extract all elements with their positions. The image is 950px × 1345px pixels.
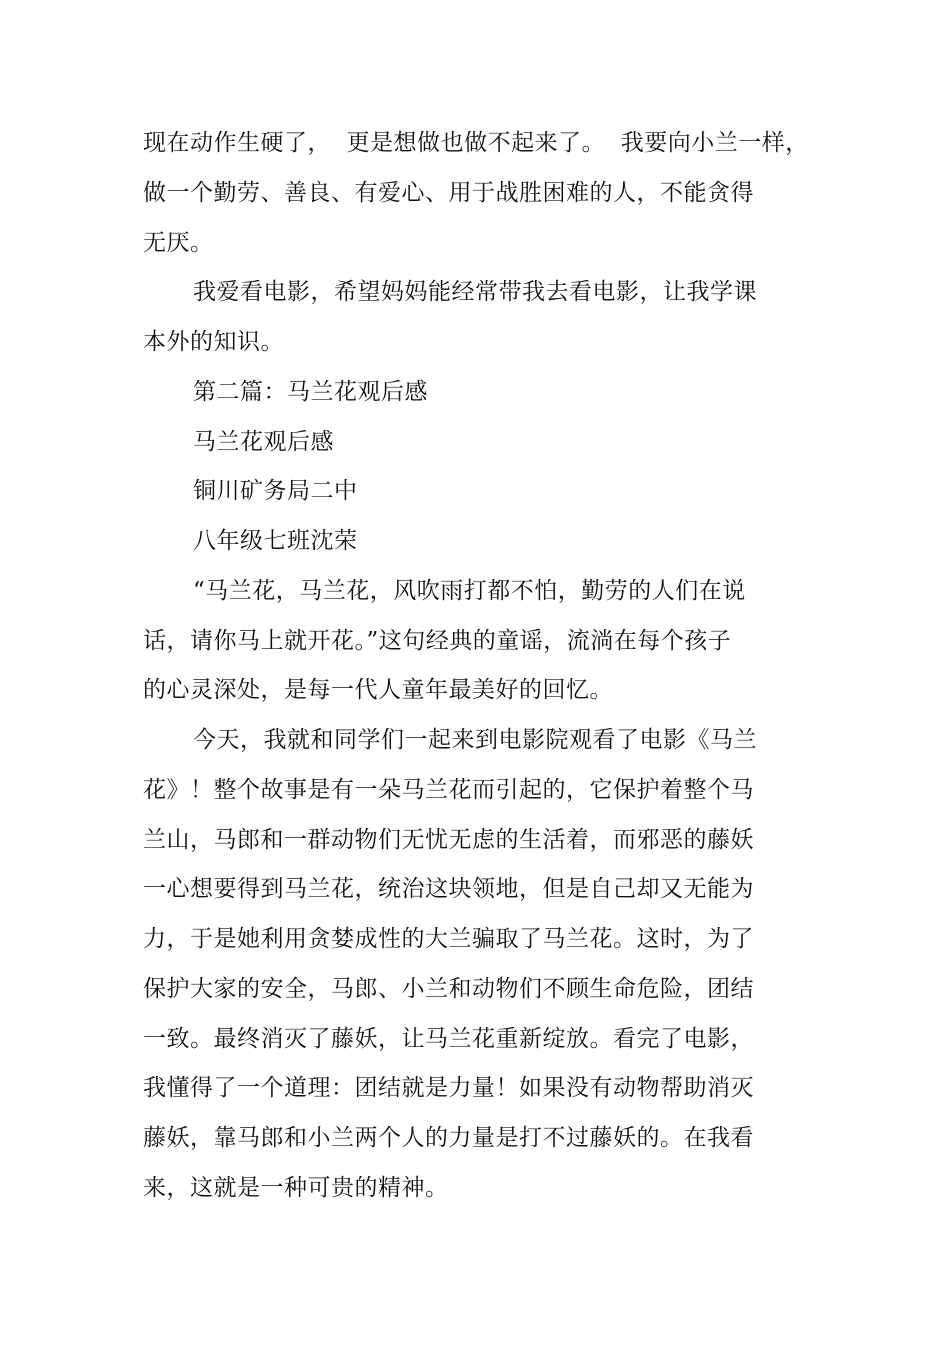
text-line: 无厌。	[143, 230, 214, 256]
paragraph-first-line: 我爱看电影，希望妈妈能经常带我去看电影，让我学课	[193, 279, 757, 305]
text-line: 话，请你马上就开花。”这句经典的童谣，流淌在每个孩子	[143, 628, 732, 654]
text-line: 我懂得了一个道理：团结就是力量！如果没有动物帮助消灭	[143, 1075, 754, 1101]
text-line: 做一个勤劳、善良、有爱心、用于战胜困难的人，不能贪得	[143, 180, 754, 206]
essay-title: 马兰花观后感	[193, 429, 334, 455]
text-line: 来，这就是一种可贵的精神。	[143, 1175, 449, 1201]
text-line: 保护大家的安全，马郎、小兰和动物们不顾生命危险，团结	[143, 976, 754, 1002]
text-line: 一心想要得到马兰花，统治这块领地，但是自己却又无能为	[143, 876, 754, 902]
text-line: 一致。最终消灭了藤妖，让马兰花重新绽放。看完了电影，	[143, 1026, 754, 1052]
section-heading: 第二篇：马兰花观后感	[193, 379, 428, 405]
text-line: 兰山，马郎和一群动物们无忧无虑的生活着，而邪恶的藤妖	[143, 827, 754, 853]
text-line: 本外的知识。	[143, 329, 284, 355]
paragraph-first-line: 今天，我就和同学们一起来到电影院观看了电影《马兰	[193, 727, 757, 753]
text-line: 藤妖，靠马郎和小兰两个人的力量是打不过藤妖的。在我看	[143, 1125, 754, 1151]
author-school: 铜川矿务局二中	[193, 478, 358, 504]
text-line: 现在动作生硬了， 更是想做也做不起来了。 我要向小兰一样，	[143, 130, 809, 156]
text-line: 力，于是她利用贪婪成性的大兰骗取了马兰花。这时，为了	[143, 926, 754, 952]
text-line: 花》！整个故事是有一朵马兰花而引起的，它保护着整个马	[143, 777, 754, 803]
text-line: 的心灵深处，是每一代人童年最美好的回忆。	[143, 677, 613, 703]
author-class-name: 八年级七班沈荣	[193, 528, 358, 554]
paragraph-first-line: “马兰花，马兰花，风吹雨打都不怕，勤劳的人们在说	[193, 578, 746, 604]
